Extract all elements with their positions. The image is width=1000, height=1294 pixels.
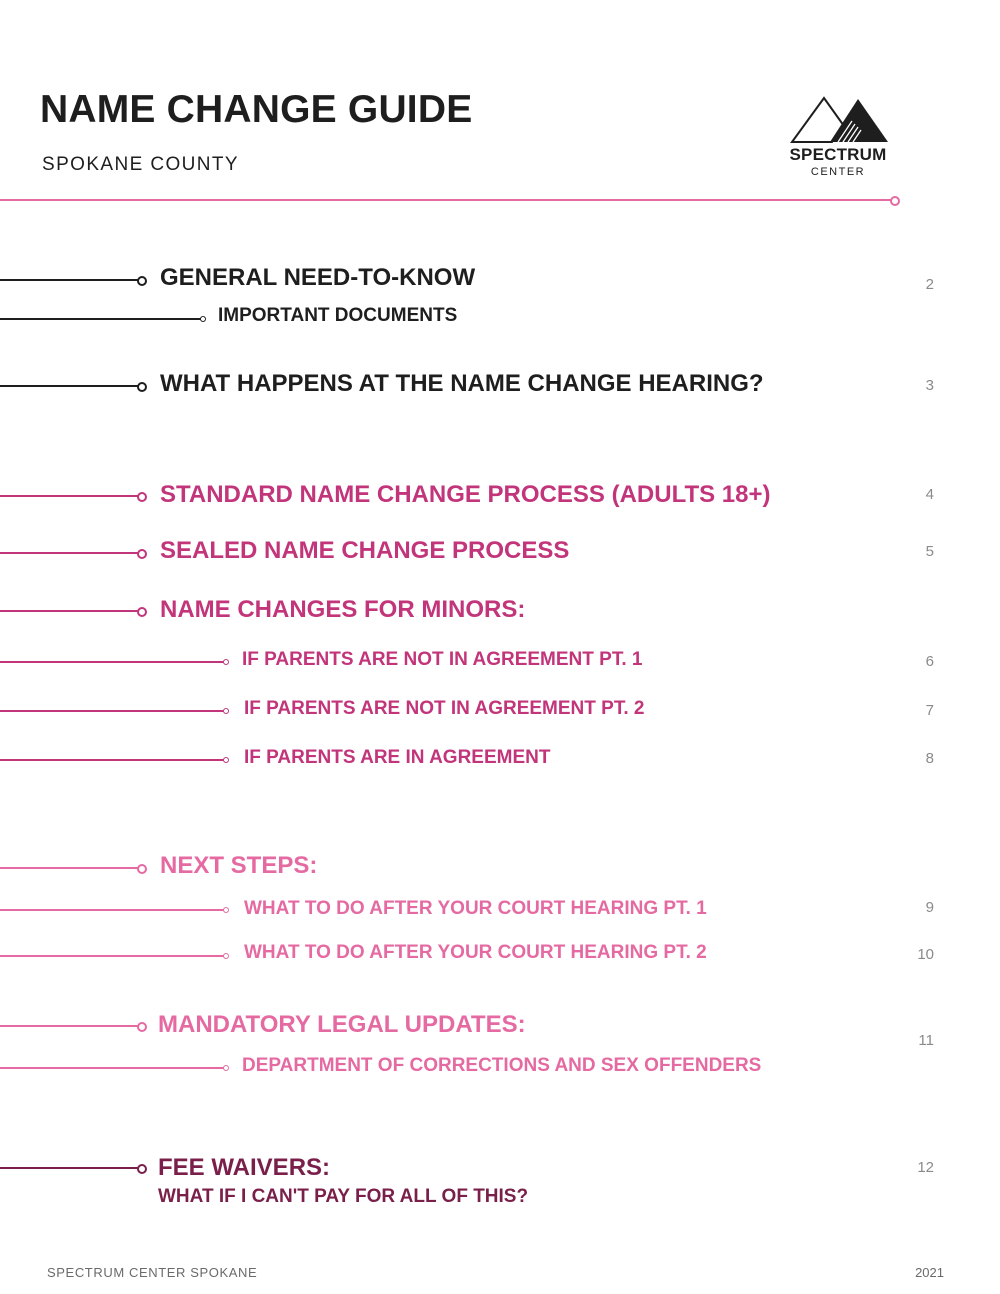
connector-line	[0, 1019, 148, 1033]
connector-line	[0, 861, 148, 875]
diamond-icon	[222, 952, 230, 960]
diamond-icon	[135, 547, 149, 561]
toc-entry-hearing[interactable]: WHAT HAPPENS AT THE NAME CHANGE HEARING?	[160, 370, 764, 397]
page-number: 6	[925, 653, 934, 670]
diamond-icon	[222, 707, 230, 715]
toc-entry-minors[interactable]: NAME CHANGES FOR MINORS:	[160, 596, 526, 623]
page-number: 11	[918, 1032, 934, 1049]
diamond-icon	[135, 380, 149, 394]
toc-entry-minors-2[interactable]: IF PARENTS ARE NOT IN AGREEMENT PT. 2	[244, 698, 645, 719]
footer-year: 2021	[915, 1265, 944, 1280]
diamond-icon	[222, 658, 230, 666]
connector-line	[0, 655, 232, 669]
diamond-icon	[135, 274, 149, 288]
toc-entry-next-2[interactable]: WHAT TO DO AFTER YOUR COURT HEARING PT. 2	[244, 942, 707, 963]
toc-entry-general[interactable]: GENERAL NEED-TO-KNOW	[160, 264, 476, 291]
toc-entry-minors-1[interactable]: IF PARENTS ARE NOT IN AGREEMENT PT. 1	[242, 649, 643, 670]
diamond-icon	[135, 1162, 149, 1176]
logo-subword: CENTER	[810, 166, 866, 178]
connector-line	[0, 312, 208, 326]
toc-entry-fees-1[interactable]: WHAT IF I CAN'T PAY FOR ALL OF THIS?	[158, 1186, 529, 1207]
connector-line	[0, 379, 148, 393]
page-number: 5	[925, 543, 934, 560]
diamond-icon	[222, 1064, 230, 1072]
toc-entry-next-1[interactable]: WHAT TO DO AFTER YOUR COURT HEARING PT. 1	[244, 898, 707, 919]
toc-entry-legal[interactable]: MANDATORY LEGAL UPDATES:	[158, 1011, 526, 1038]
spectrum-center-logo	[786, 95, 890, 181]
toc-entry-fees[interactable]: FEE WAIVERS:	[158, 1154, 331, 1181]
page-subtitle: SPOKANE COUNTY	[42, 154, 239, 175]
mountains-icon	[786, 95, 890, 147]
connector-line	[0, 903, 232, 917]
connector-line	[0, 949, 232, 963]
connector-line	[0, 604, 148, 618]
connector-line	[0, 546, 148, 560]
connector-line	[0, 273, 148, 287]
toc-entry-standard[interactable]: STANDARD NAME CHANGE PROCESS (ADULTS 18+)	[160, 481, 771, 508]
page-number: 10	[917, 946, 934, 963]
toc-entry-next-steps[interactable]: NEXT STEPS:	[160, 852, 318, 879]
page-number: 8	[925, 750, 934, 767]
diamond-icon	[135, 1020, 149, 1034]
page-number: 12	[917, 1159, 934, 1176]
toc-entry-minors-3[interactable]: IF PARENTS ARE IN AGREEMENT	[244, 747, 551, 768]
toc-entry-sealed[interactable]: SEALED NAME CHANGE PROCESS	[160, 537, 570, 564]
page-number: 4	[925, 486, 934, 503]
diamond-icon	[222, 906, 230, 914]
diamond-icon	[222, 756, 230, 764]
connector-line	[0, 704, 232, 718]
page-number: 7	[925, 702, 934, 719]
page-title: NAME CHANGE GUIDE	[40, 88, 473, 131]
page-number: 2	[925, 276, 934, 293]
diamond-icon	[135, 490, 149, 504]
connector-line	[0, 753, 232, 767]
toc-entry-documents[interactable]: IMPORTANT DOCUMENTS	[218, 305, 458, 326]
page-number: 3	[925, 377, 934, 394]
logo-wordmark: SPECTRUM	[789, 145, 887, 164]
footer-organization: SPECTRUM CENTER SPOKANE	[47, 1265, 258, 1280]
connector-line	[0, 1061, 232, 1075]
toc-entry-legal-1[interactable]: DEPARTMENT OF CORRECTIONS AND SEX OFFENDERS	[242, 1055, 762, 1076]
diamond-icon	[135, 605, 149, 619]
header-divider	[0, 193, 900, 207]
connector-line	[0, 489, 148, 503]
diamond-icon	[199, 315, 207, 323]
connector-line	[0, 1161, 148, 1175]
page-number: 9	[925, 899, 934, 916]
diamond-icon	[135, 862, 149, 876]
diamond-icon	[888, 194, 902, 208]
